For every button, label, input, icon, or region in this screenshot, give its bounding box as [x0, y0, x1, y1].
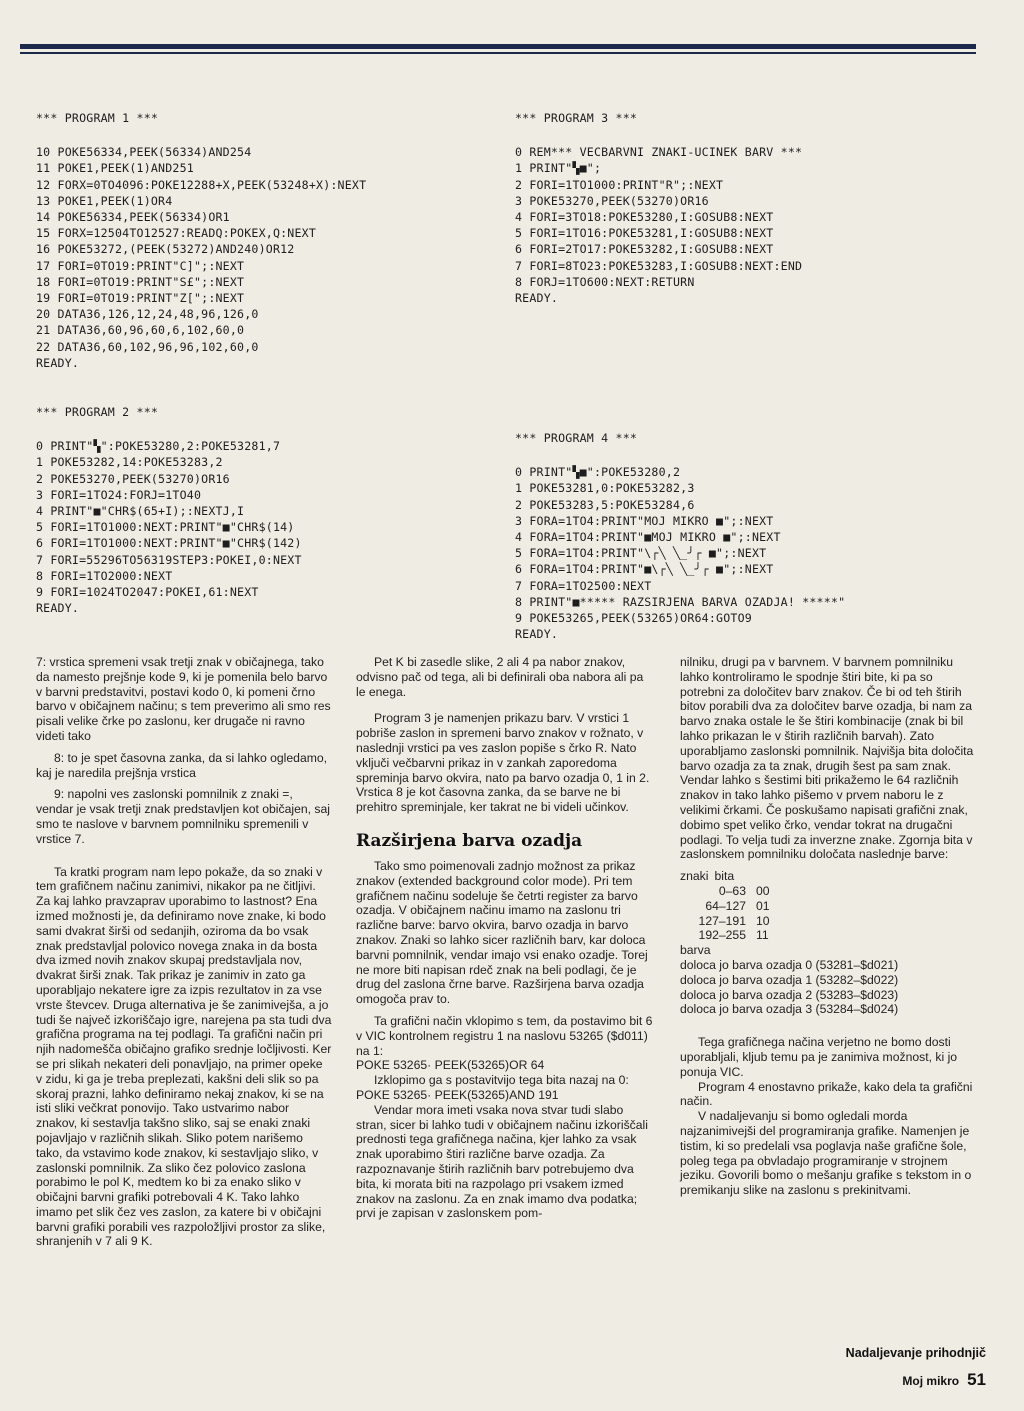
code-line: 8 PRINT"■***** RAZSIRJENA BARVA OZADJA! *****": [515, 594, 846, 609]
program-1-header: *** PROGRAM 1 ***: [36, 111, 159, 125]
top-rule-thin: [20, 52, 976, 54]
code-line: 7 FORI=8TO23:POKE53283,I:GOSUB8:NEXT:END: [515, 258, 803, 273]
code-line: 6 FORI=2TO17:POKE53282,I:GOSUB8:NEXT: [515, 242, 774, 257]
code-line: 4 FORA=1TO4:PRINT"■MOJ MIKRO ■";:NEXT: [515, 530, 781, 545]
table-row: 192–255 11: [698, 928, 769, 943]
program-3-header: *** PROGRAM 3 ***: [515, 111, 638, 125]
section-heading: Razširjena barva ozadja: [356, 830, 583, 851]
code-line: 1 PRINT"▚■";: [515, 161, 602, 176]
code-line: 2 POKE53283,5:POKE53284,6: [515, 497, 695, 512]
paragraph: 8: to je spet časovna zanka, da si lahko ogledamo, kaj je naredila prejšnja vrstica: [36, 750, 328, 780]
paragraph: Izklopimo ga s postavitvijo tega bita nazaj na 0:: [374, 1073, 629, 1088]
magazine-name: Moj mikro: [902, 1374, 960, 1388]
code-line: 11 POKE1,PEEK(1)AND251: [36, 161, 194, 176]
paragraph: Program 3 je namenjen prikazu barv. V vrstici 1 pobriše zaslon in spremeni barvo znakov v rožnato, v naslednji vrstici pa ves zaslon popiše s črko R. Nato vključi večbarvni prikaz in v zankah zaporedoma spreminja barvo okvira, nato pa barvo ozadja 0, 1 in 2. Vrstica 8 je kot časovna zanka, da se barve ne bi prehitro spreminjale, ker takrat ne bi videli učinkov.: [356, 711, 650, 815]
code-line: 6 FORA=1TO4:PRINT"■\┌╲ ╲_╯┌ ■";:NEXT: [515, 562, 774, 577]
paragraph: Ta grafični način vklopimo s tem, da postavimo bit 6 v VIC kontrolnem registru 1 na naslovu 53265 ($d011) na 1:: [356, 1013, 653, 1058]
code-line: 17 FORI=0TO19:PRINT"C]";:NEXT: [36, 258, 245, 273]
barva-line: doloca jo barva ozadja 2 (53283–$d023): [680, 987, 899, 1002]
code-line: 0 REM*** VECBARVNI ZNAKI-UCINEK BARV ***: [515, 145, 803, 160]
code-line: 10 POKE56334,PEEK(56334)AND254: [36, 145, 252, 160]
table-header: znaki bita: [680, 869, 735, 884]
code-snippet: POKE 53265· PEEK(53265)OR 64: [356, 1058, 545, 1073]
code-line: 9 POKE53265,PEEK(53265)OR64:GOTO9: [515, 611, 752, 626]
code-line: 3 FORA=1TO4:PRINT"MOJ MIKRO ■";:NEXT: [515, 513, 774, 528]
paragraph: Vendar mora imeti vsaka nova stvar tudi slabo stran, sicer bi lahko tudi v običajnem načinu izkoriščali prednosti tega grafičnega načina, kjer lahko za vsak znak uporabimo štiri različne barve ozadja. Za razpoznavanje štirih različnih barv potrebujemo dva bita, ki morata biti na razpolago pri vsakem izmed znakov na zaslonu. Za en znak imamo dva podatka; prvi je zapisan v zaslonskem pom-: [356, 1102, 648, 1221]
code-line: 4 FORI=3TO18:POKE53280,I:GOSUB8:NEXT: [515, 210, 774, 225]
code-line: 2 POKE53270,PEEK(53270)OR16: [36, 471, 230, 486]
table-row: 127–191 10: [698, 913, 770, 928]
program-2-header: *** PROGRAM 2 ***: [36, 405, 159, 419]
paragraph: Ta kratki program nam lepo pokaže, da so znaki v tem grafičnem načinu zanimivi, nikakor pa ne čitljivi. Za kaj lahko pravzaprav uporabimo to lastnost? Ena izmed možnosti je, da definiramo nove znake, ki bodo sami dvakrat širši od sedanjih, oziroma da bo vsak znak predstavljal polovico novega znaka in da bosta dva izmed novih znakov skupaj predstavljala nov, dvakrat širši znak. Tak prikaz je zanimiv in zato ga uporabljajo nekatere igre za izpis rezultatov in za vse vrste števcev. Druga alternativa je še zanimivejša, a jo tudi še največ izkoriščajo igre, narejena pa sta tudi dva grafična programa na tej podlagi. Ta grafični način pri njih nadomešča običajno grafiko srednje ločljivosti. Ker se pri slikah nekateri deli ponavljajo, na primer opeke v zidu, ki ga je treba preplezati, kakšni deli slik so pa skoraj prazni, lahko definiramo nekaj znakov, ki se na isti sliki večkrat ponovijo. Tako ustvarimo nabor znakov, ki sestavlja takšno sliko, saj se enaki znaki pojavljajo v različnih slikah. Sliko potem narišemo tako, da vstavimo kode znakov, ki sestavljajo sliko, v zaslonski pomnilnik. Za sliko čez polovico zaslona porabimo le pol K, medtem ko bi za enako sliko v običajni barvni grafiki potrebovali 4 K. Tako lahko imamo pet slik čez ves zaslon, za katere bi v običajni barvni grafiki porabili ves razpoložljivi prostor za slike, shranjenih v 7 ali 9 K.: [36, 864, 332, 1249]
code-line: 7 FORI=55296TO56319STEP3:POKEI,0:NEXT: [36, 552, 302, 567]
code-line: 2 FORI=1TO1000:PRINT"R";:NEXT: [515, 177, 724, 192]
code-line: 8 FORI=1TO2000:NEXT: [36, 568, 173, 583]
barva-label: barva: [680, 943, 711, 958]
paragraph: Pet K bi zasedle slike, 2 ali 4 pa nabor znakov, odvisno pač od tega, ali bi definirali oba nabora ali pa le enega.: [356, 655, 644, 699]
table-row: 64–127 01: [705, 898, 770, 913]
paragraph: Tega grafičnega načina verjetno ne bomo dosti uporabljali, kljub temu pa je zanimiva možnost, ki jo ponuja VIC.: [680, 1035, 958, 1079]
paragraph: 9: napolni ves zaslonski pomnilnik z znaki =, vendar je vsak tretji znak predstavljen kot običajen, saj smo te naslove v barvnem pomnilniku spremenili v vrstice 7.: [36, 787, 331, 846]
code-line: READY.: [515, 291, 559, 306]
program-3-listing: [515, 110, 802, 306]
column-left: [36, 655, 332, 1256]
code-line: 1 POKE53282,14:POKE53283,2: [36, 455, 223, 470]
program-2-listing: [36, 404, 302, 616]
code-line: 6 FORI=1TO1000:NEXT:PRINT"■"CHR$(142): [36, 536, 302, 551]
code-line: 22 DATA36,60,102,96,96,102,60,0: [36, 339, 259, 354]
program-4-listing: [515, 430, 845, 642]
code-line: 16 POKE53272,(PEEK(53272)AND240)OR12: [36, 242, 295, 257]
code-line: 8 FORJ=1TO600:NEXT:RETURN: [515, 274, 695, 289]
code-line: READY.: [36, 355, 80, 370]
code-line: 5 FORA=1TO4:PRINT"\┌╲ ╲_╯┌ ■";:NEXT: [515, 546, 767, 561]
code-line: 14 POKE56334,PEEK(56334)OR1: [36, 210, 230, 225]
code-line: 0 PRINT"▚■":POKE53280,2: [515, 465, 681, 480]
paragraph: Tako smo poimenovali zadnjo možnost za prikaz znakov (extended background color mode). Pri tem grafičnem načinu sodeluje še četrti register za barvo ozadja. V običajnem načinu imamo na zaslonu tri različne barve: barvo okvira, barvo ozadja in barvo znakov. Znaki so lahko sicer različnih barv, kar doloca barvni pomnilnik, vendar imajo vsi enako ozadje. Torej ne more biti napisan rdeč znak na beli podlagi, če je drug del zaslona črne barve. Razširjena barva ozadja omogoča prav to.: [356, 858, 648, 1007]
paragraph: 7: vrstica spremeni vsak tretji znak v običajnega, tako da namesto prejšnje kode 9, ki je pomenila belo barvo v barvni predstavitvi, postavi kodo 0, ki pomeni črno barvo v običajnem načinu; s tem preverimo ali smo res pisali velike črke po zaslonu, ker drugače ni ravno videti tako: [36, 655, 331, 743]
code-line: 4 PRINT"■"CHR$(65+I);:NEXTJ,I: [36, 504, 245, 519]
code-line: 19 FORI=0TO19:PRINT"Z[";:NEXT: [36, 291, 245, 306]
code-line: 12 FORX=0TO4096:POKE12288+X,PEEK(53248+X):NEXT: [36, 177, 367, 192]
program-4-header: *** PROGRAM 4 ***: [515, 431, 638, 445]
top-rule: [20, 44, 976, 49]
paragraph: V nadaljevanju si bomo ogledali morda najzanimivejši del programiranja grafike. Namenjen je tistim, ki so predelali vsa poglavja naše grafične šole, poleg tega pa obvladajo programiranje v strojnem jeziku. Govorili bomo o mešanju grafike s tekstom in o premikanju slike na zaslonu s prekinitvami.: [680, 1109, 972, 1198]
code-line: 13 POKE1,PEEK(1)OR4: [36, 193, 173, 208]
code-line: 3 POKE53270,PEEK(53270)OR16: [515, 193, 709, 208]
code-snippet: POKE 53265· PEEK(53265)AND 191: [356, 1087, 559, 1102]
code-line: 21 DATA36,60,96,60,6,102,60,0: [36, 323, 245, 338]
barva-line: doloca jo barva ozadja 1 (53282–$d022): [680, 972, 899, 987]
code-line: READY.: [36, 601, 80, 616]
page-number: 51: [967, 1370, 986, 1389]
code-line: 7 FORA=1TO2500:NEXT: [515, 578, 652, 593]
code-line: 18 FORI=0TO19:PRINT"S£";:NEXT: [36, 274, 245, 289]
code-line: READY.: [515, 627, 559, 642]
column-middle: [356, 655, 656, 1228]
code-line: 1 POKE53281,0:POKE53282,3: [515, 481, 695, 496]
bit-table: [680, 869, 980, 1017]
code-line: 5 FORI=1TO16:POKE53281,I:GOSUB8:NEXT: [515, 226, 774, 241]
code-line: 5 FORI=1TO1000:NEXT:PRINT"■"CHR$(14): [36, 520, 295, 535]
paragraph: Program 4 enostavno prikaže, kako dela ta grafični način.: [680, 1079, 973, 1109]
code-line: 3 FORI=1TO24:FORJ=1TO40: [36, 487, 202, 502]
continued-note: Nadaljevanje prihodnjič: [845, 1346, 986, 1360]
code-line: 15 FORX=12504TO12527:READQ:POKEX,Q:NEXT: [36, 226, 317, 241]
table-row: 0–63 00: [718, 883, 770, 898]
program-1-listing: [36, 110, 366, 371]
page-footer: [902, 1370, 986, 1390]
code-line: 20 DATA36,126,12,24,48,96,126,0: [36, 307, 259, 322]
code-line: 0 PRINT"▚":POKE53280,2:POKE53281,7: [36, 439, 281, 454]
code-line: 9 FORI=1024TO2047:POKEI,61:NEXT: [36, 585, 259, 600]
column-right: [680, 655, 980, 1205]
barva-line: doloca jo barva ozadja 0 (53281–$d021): [680, 957, 899, 972]
paragraph: nilniku, drugi pa v barvnem. V barvnem pomnilniku lahko kontroliramo le spodnje štiri bite, ki pa so potrebni za določitev barv znakov. Če bi od teh štirih bitov porabili dva za določitev barve ozadja, bi nam za barvo znaka ostale le še štiri kombinacije (znak bi bil lahko prikazan le v štirih različnih barvah). Zato uporabljamo zaslonski pomnilnik. Najvišja bita določita barvo ozadja za ta znak, drugih šest pa sam znak. Vendar lahko s šestimi biti prikažemo le 64 različnih znakov in tako lahko pišemo v prvem naboru le z velikimi črkami. Če poskušamo napisati grafični znak, dobimo spet veliko črko, vendar tokrat na drugačni podlagi. To velja tudi za inverzne znake. Zgornja bita v zaslonskem pomnilniku določata naslednje barve:: [680, 655, 974, 862]
barva-line: doloca jo barva ozadja 3 (53284–$d024): [680, 1002, 899, 1017]
